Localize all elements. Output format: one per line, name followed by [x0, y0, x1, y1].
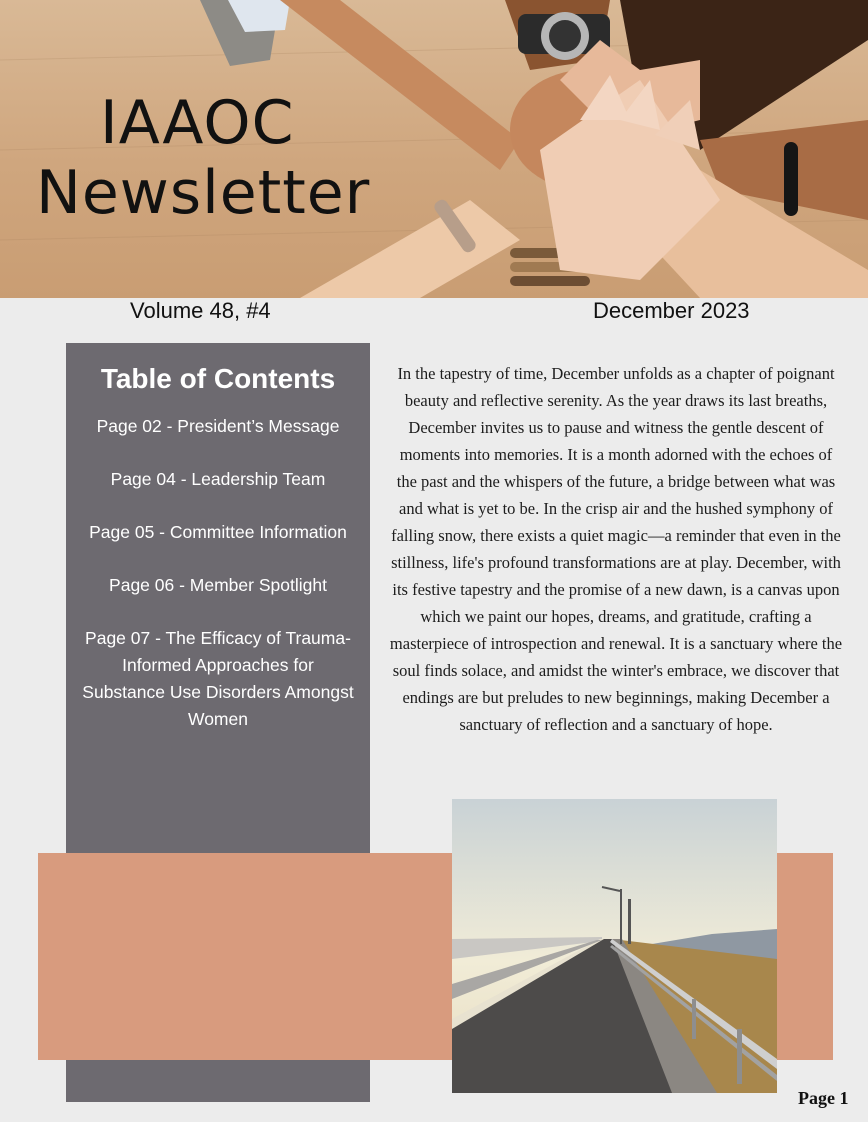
toc-item[interactable]: Page 02 - President’s Message — [96, 416, 340, 436]
issue-date: December 2023 — [593, 298, 750, 323]
toc-item[interactable]: Page 05 - Committee Information — [89, 522, 347, 542]
toc-item[interactable]: Page 04 - Leadership Team — [110, 469, 326, 489]
header-photo — [0, 0, 868, 298]
toc-item[interactable]: Page 06 - Member Spotlight — [109, 575, 327, 595]
title-line-1: IAAOC — [100, 88, 295, 158]
toc-heading: Table of Contents — [100, 363, 336, 394]
volume-number: Volume 48, #4 — [130, 298, 271, 323]
newsletter-title — [36, 88, 370, 228]
toc-item[interactable]: Page 07 - The Efficacy of Trauma-Informed Approaches for Substance Use Disorders Amongst Women — [82, 628, 354, 729]
title-line-2: Newsletter — [36, 158, 371, 228]
intro-paragraph: In the tapestry of time, December unfolds as a chapter of poignant beauty and reflective serenity. As the year draws its last breaths, December invites us to pause and witness the gentle descent of moments into memories. It is a month adorned with the echoes of the past and the whispers of the future, a bridge between what was and what is yet to be. In the crisp air and the hushed symphony of falling snow, there exists a quiet magic—a reminder that even in the stillness, life's profound transformations are at play. December, with its festive tapestry and the promise of a new dawn, is a canvas upon which we paint our hopes, dreams, and gratitude, crafting a masterpiece of introspection and renewal. It is a sanctuary where the soul finds solace, and amidst the winter's embrace, we discover that endings are but preludes to new beginnings, making December a sanctuary of reflection and a sanctuary of hope. — [389, 364, 843, 734]
page-number: Page 1 — [798, 1088, 849, 1108]
accent-band-right — [776, 853, 833, 1060]
road-photo — [452, 799, 777, 1093]
road-image — [452, 799, 777, 1093]
toc-list — [80, 413, 356, 759]
accent-band-left — [38, 853, 453, 1060]
